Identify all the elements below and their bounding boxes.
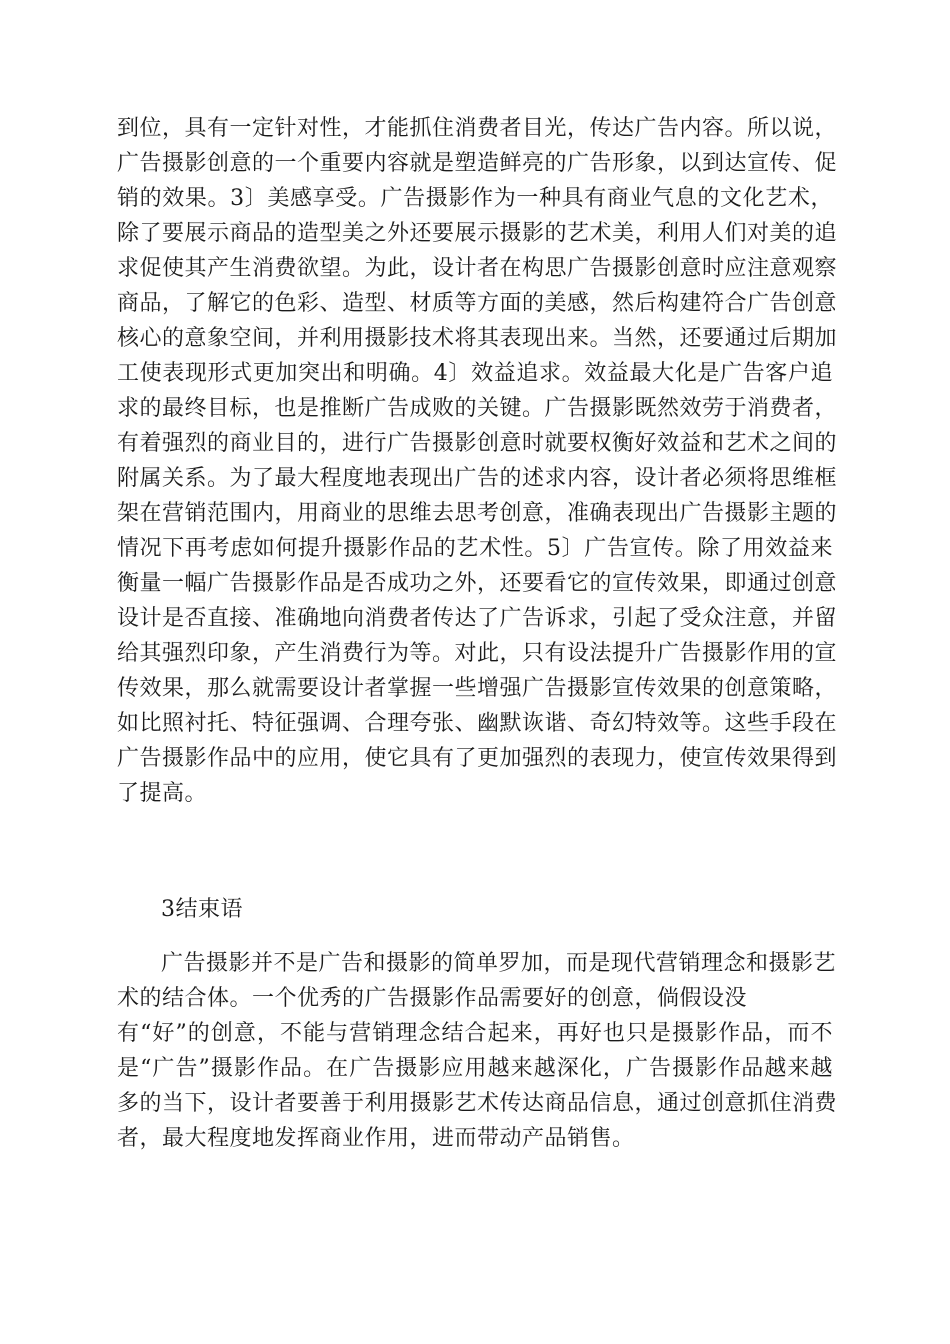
paragraph-line: 情况下再考虑如何提升摄影作品的艺术性。5〕广告宣传。除了用效益来 <box>117 536 833 561</box>
paragraph-line: 到位，具有一定针对性，才能抓住消费者目光，传达广告内容。所以说， <box>117 116 838 141</box>
paragraph-line: 广告摄影并不是广告和摄影的简单罗加，而是现代营销理念和摄影艺 <box>161 951 837 976</box>
paragraph-body-2 <box>117 946 838 1156</box>
section-heading-block <box>117 892 833 927</box>
paragraph-line: 销的效果。3〕美感享受。广告摄影作为一种具有商业气息的文化艺术， <box>117 186 833 211</box>
paragraph-line: 有着强烈的商业目的，进行广告摄影创意时就要权衡好效益和艺术之间的 <box>117 431 838 456</box>
paragraph-line: 除了要展示商品的造型美之外还要展示摄影的艺术美，利用人们对美的追 <box>117 221 838 246</box>
paragraph-line: 广告摄影创意的一个重要内容就是塑造鲜亮的广告形象，以到达宣传、促 <box>117 151 838 176</box>
paragraph-line: 传效果，那么就需要设计者掌握一些增强广告摄影宣传效果的创意策略， <box>117 676 838 701</box>
paragraph-line: 商品，了解它的色彩、造型、材质等方面的美感，然后构建符合广告创意 <box>117 291 838 316</box>
paragraph-line: 是“广告”摄影作品。在广告摄影应用越来越深化，广告摄影作品越来越 <box>117 1056 833 1081</box>
paragraph-line: 架在营销范围内，用商业的思维去思考创意，准确表现出广告摄影主题的 <box>117 501 838 526</box>
paragraph-line: 求促使其产生消费欲望。为此，设计者在构思广告摄影创意时应注意观察 <box>117 256 838 281</box>
paragraph-line: 设计是否直接、准确地向消费者传达了广告诉求，引起了受众注意，并留 <box>117 606 838 631</box>
paragraph-line: 给其强烈印象，产生消费行为等。对此，只有设法提升广告摄影作用的宣 <box>117 641 838 666</box>
paragraph-line: 核心的意象空间，并利用摄影技术将其表现出来。当然，还要通过后期加 <box>117 326 838 351</box>
paragraph-line: 求的最终目标，也是推断广告成败的关键。广告摄影既然效劳于消费者， <box>117 396 838 421</box>
paragraph-line: 多的当下，设计者要善于利用摄影艺术传达商品信息，通过创意抓住消费 <box>117 1091 838 1116</box>
paragraph-line: 术的结合体。一个优秀的广告摄影作品需要好的创意，倘假设没 <box>117 986 748 1011</box>
paragraph-line: 工使表现形式更加突出和明确。4〕效益追求。效益最大化是广告客户追 <box>117 361 833 386</box>
paragraph-line: 如比照衬托、特征强调、合理夸张、幽默诙谐、奇幻特效等。这些手段在 <box>117 711 838 736</box>
paragraph-line: 附属关系。为了最大程度地表现出广告的述求内容，设计者必须将思维框 <box>117 466 838 491</box>
paragraph-line: 有“好”的创意，不能与营销理念结合起来，再好也只是摄影作品，而不 <box>117 1021 833 1046</box>
paragraph-line: 者，最大程度地发挥商业作用，进而带动产品销售。 <box>117 1126 635 1151</box>
paragraph-line: 衡量一幅广告摄影作品是否成功之外，还要看它的宣传效果，即通过创意 <box>117 571 838 596</box>
paragraph-body-1 <box>117 111 838 811</box>
paragraph-line: 了提高。 <box>117 781 208 806</box>
paragraph-line: 广告摄影作品中的应用，使它具有了更加强烈的表现力，使宣传效果得到 <box>117 746 838 771</box>
section-heading: 3结束语 <box>161 897 243 922</box>
